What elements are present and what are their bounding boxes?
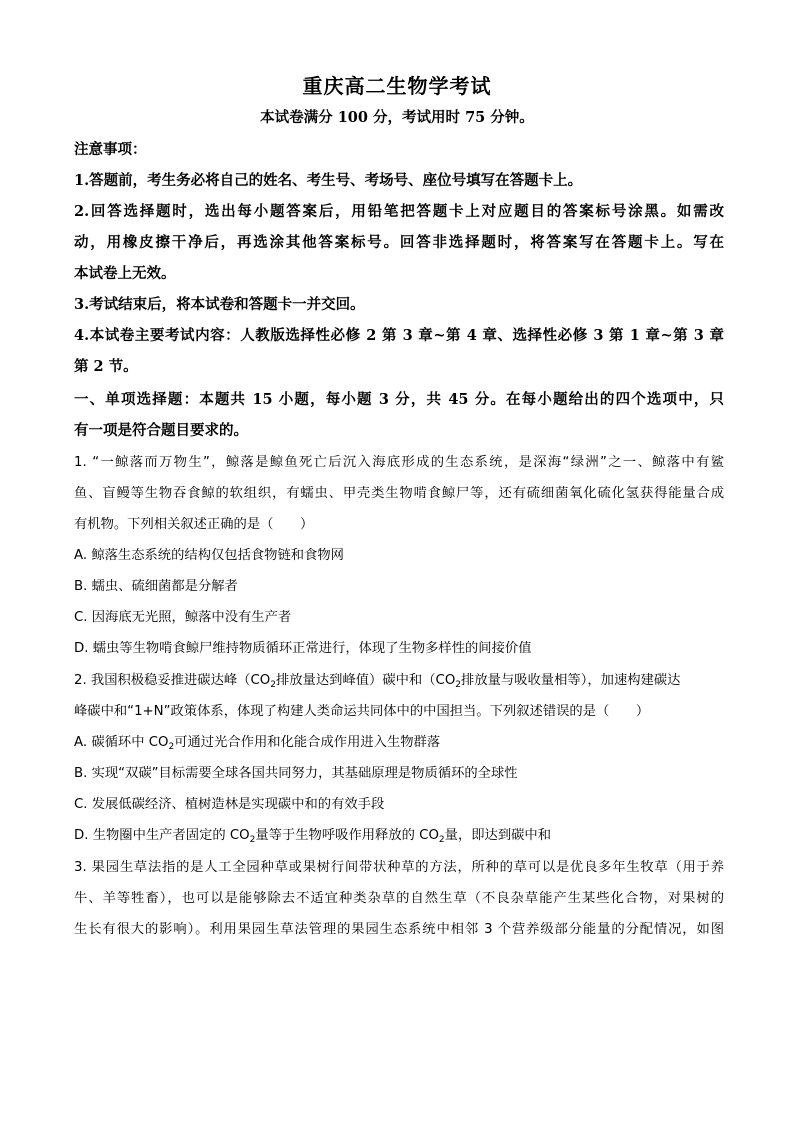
q2-option-a: A. 碳循环中 $CO_2$可通过光合作用和化能合成作用进入生物群落	[74, 735, 441, 752]
q1-option-d: D. 蠕虫等生物啃食鲸尸维持物质循环正常进行，体现了生物多样性的间接价值	[74, 641, 532, 656]
note-3: 3.考试结束后，将本试卷和答题卡一并交回。	[74, 296, 365, 313]
note-2-line-2: 动，用橡皮擦干净后，再选涂其他答案标号。回答非选择题时，将答案写在答题卡上。写在	[74, 234, 724, 251]
q2-option-b: B. 实现“双碳”目标需要全球各国共同努力，其基础原理是物质循环的全球性	[74, 766, 518, 781]
note-1: 1.答题前，考生务必将自己的姓名、考生号、考场号、座位号填写在答题卡上。	[74, 172, 583, 189]
note-2-line-1: 2.回答选择题时，选出每小题答案后，用铅笔把答题卡上对应题目的答案标号涂黑。如需改	[74, 203, 724, 220]
q1-stem-line-1: 1. “一鲸落而万物生”，鲸落是鲸鱼死亡后沉入海底形成的生态系统，是深海“绿洲”之一、鲸落中有鲨	[74, 455, 724, 470]
exam-subtitle: 本试卷满分 100 分，考试用时 75 分钟。	[260, 109, 534, 126]
note-4-line-2: 第 2 节。	[74, 358, 138, 375]
q3-stem-line-2: 牛、羊等牲畜），也可以是能够除去不适宜种类杂草的自然生草（不良杂草能产生某些化合物，对果树的	[74, 891, 724, 906]
q1-option-c: C. 因海底无光照，鲸落中没有生产者	[74, 610, 292, 625]
section-1-heading-line-1: 一、单项选择题：本题共 15 小题，每小题 3 分，共 45 分。在每小题给出的四个选项中，只	[74, 391, 724, 408]
section-1-heading-line-2: 有一项是符合题目要求的。	[74, 422, 248, 439]
note-2-line-3: 本试卷上无效。	[74, 265, 176, 282]
notes-heading: 注意事项：	[74, 141, 147, 158]
q2-stem-line-2: 峰碳中和“1+N”政策体系，体现了构建人类命运共同体中的中国担当。下列叙述错误的是（ ）	[74, 704, 650, 719]
q2-option-d: D. 生物圈中生产者固定的 $CO_2$量等于生物呼吸作用释放的 $CO_2$量，即达到碳中和	[74, 828, 552, 845]
q3-stem-line-1: 3. 果园生草法指的是人工全园种草或果树行间带状种草的方法，所种的草可以是优良多年生牧草（用于养	[74, 860, 724, 875]
q1-stem-line-2: 鱼、盲鳗等生物吞食鲸的软组织，有蠕虫、甲壳类生物啃食鲸尸等，还有硫细菌氧化硫化氢获得能量合成	[74, 486, 724, 501]
q3-stem-line-3: 生长有很大的影响）。利用果园生草法管理的果园生态系统中相邻 3 个营养级部分能量的分配情况，如图	[74, 922, 724, 937]
q1-stem-line-3: 有机物。下列相关叙述正确的是（ ）	[74, 517, 314, 532]
note-4-line-1: 4.本试卷主要考试内容：人教版选择性必修 2 第 3 章~第 4 章、选择性必修 3 第 1 章~第 3 章	[74, 327, 724, 344]
q2-option-c: C. 发展低碳经济、植树造林是实现碳中和的有效手段	[74, 797, 385, 812]
q1-option-b: B. 蠕虫、硫细菌都是分解者	[74, 579, 238, 594]
q1-option-a: A. 鲸落生态系统的结构仅包括食物链和食物网	[74, 548, 344, 563]
exam-title: 重庆高二生物学考试	[302, 74, 492, 98]
q2-stem-line-1: 2. 我国积极稳妥推进碳达峰（$CO_2$排放量达到峰值）碳中和（$CO_2$排放量与吸收量相等），加速构建碳达	[74, 673, 681, 690]
